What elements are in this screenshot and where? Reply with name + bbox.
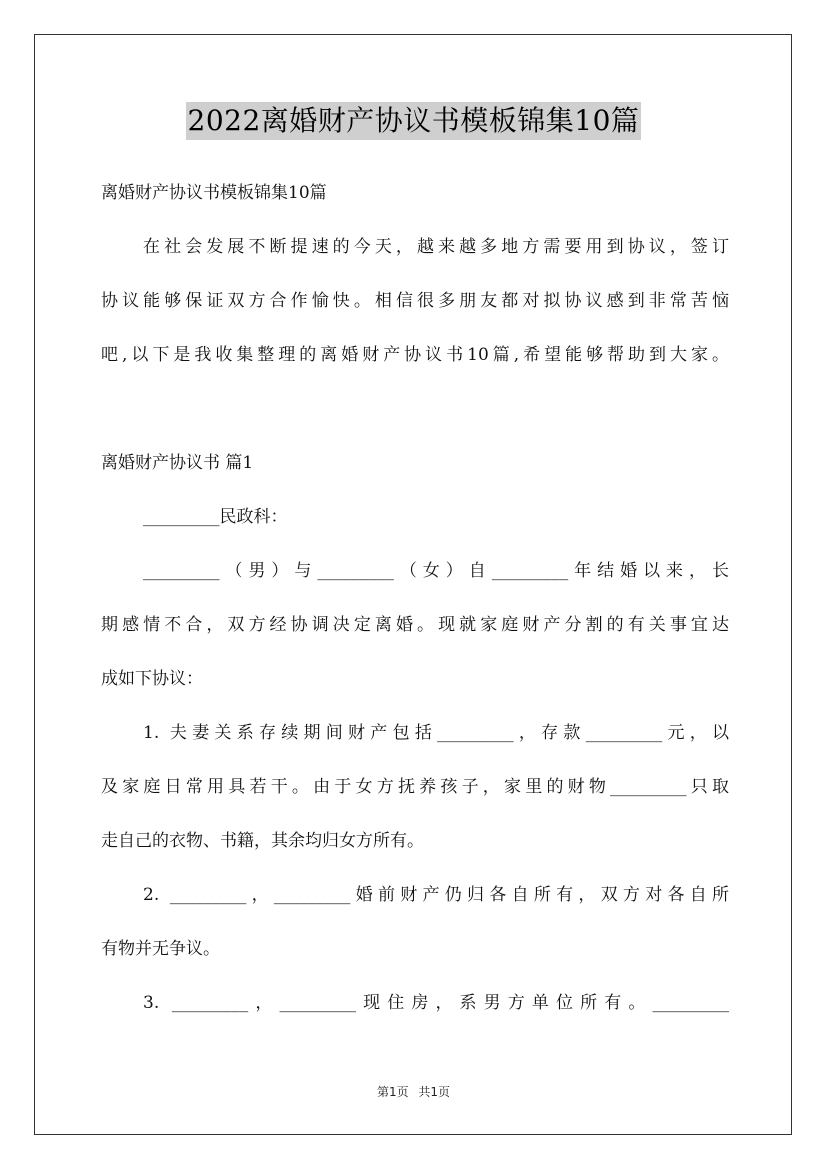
subtitle-line: 离婚财产协议书模板锦集10篇 bbox=[101, 183, 327, 203]
addressee-line: _________民政科： bbox=[143, 507, 288, 527]
paragraph-line: _________（男）与_________（女）自_________年结婚以来，长 bbox=[143, 561, 729, 581]
clause-1-line: 走自己的衣物、书籍，其余均归女方所有。 bbox=[101, 831, 424, 851]
page-number: 第1页 bbox=[376, 1085, 409, 1099]
clause-3-line: 3. _________，_________现住房，系男方单位所有。_________ bbox=[143, 993, 729, 1013]
page-footer bbox=[0, 1083, 827, 1100]
title-area bbox=[0, 102, 827, 140]
intro-line-3: 吧,以下是我收集整理的离婚财产协议书10篇,希望能够帮助到大家。 bbox=[101, 345, 729, 365]
document-title: 2022离婚财产协议书模板锦集10篇 bbox=[186, 102, 642, 140]
document-body bbox=[101, 178, 729, 1018]
intro-line-2: 协议能够保证双方合作愉快。相信很多朋友都对拟协议感到非常苦恼 bbox=[101, 291, 729, 311]
paragraph-line: 成如下协议： bbox=[101, 669, 203, 689]
clause-2-line: 有物并无争议。 bbox=[101, 939, 220, 959]
paragraph-line: 期感情不合，双方经协调决定离婚。现就家庭财产分割的有关事宜达 bbox=[101, 615, 729, 635]
clause-1-line: 1. 夫妻关系存续期间财产包括_________，存款_________元，以 bbox=[143, 723, 729, 743]
section-heading: 离婚财产协议书 篇1 bbox=[101, 453, 254, 473]
intro-line-1: 在社会发展不断提速的今天，越来越多地方需要用到协议，签订 bbox=[143, 237, 729, 257]
clause-2-line: 2. _________，_________婚前财产仍归各自所有，双方对各自所 bbox=[143, 885, 729, 905]
page-total: 共1页 bbox=[418, 1085, 451, 1099]
clause-1-line: 及家庭日常用具若干。由于女方抚养孩子，家里的财物_________只取 bbox=[101, 777, 729, 797]
